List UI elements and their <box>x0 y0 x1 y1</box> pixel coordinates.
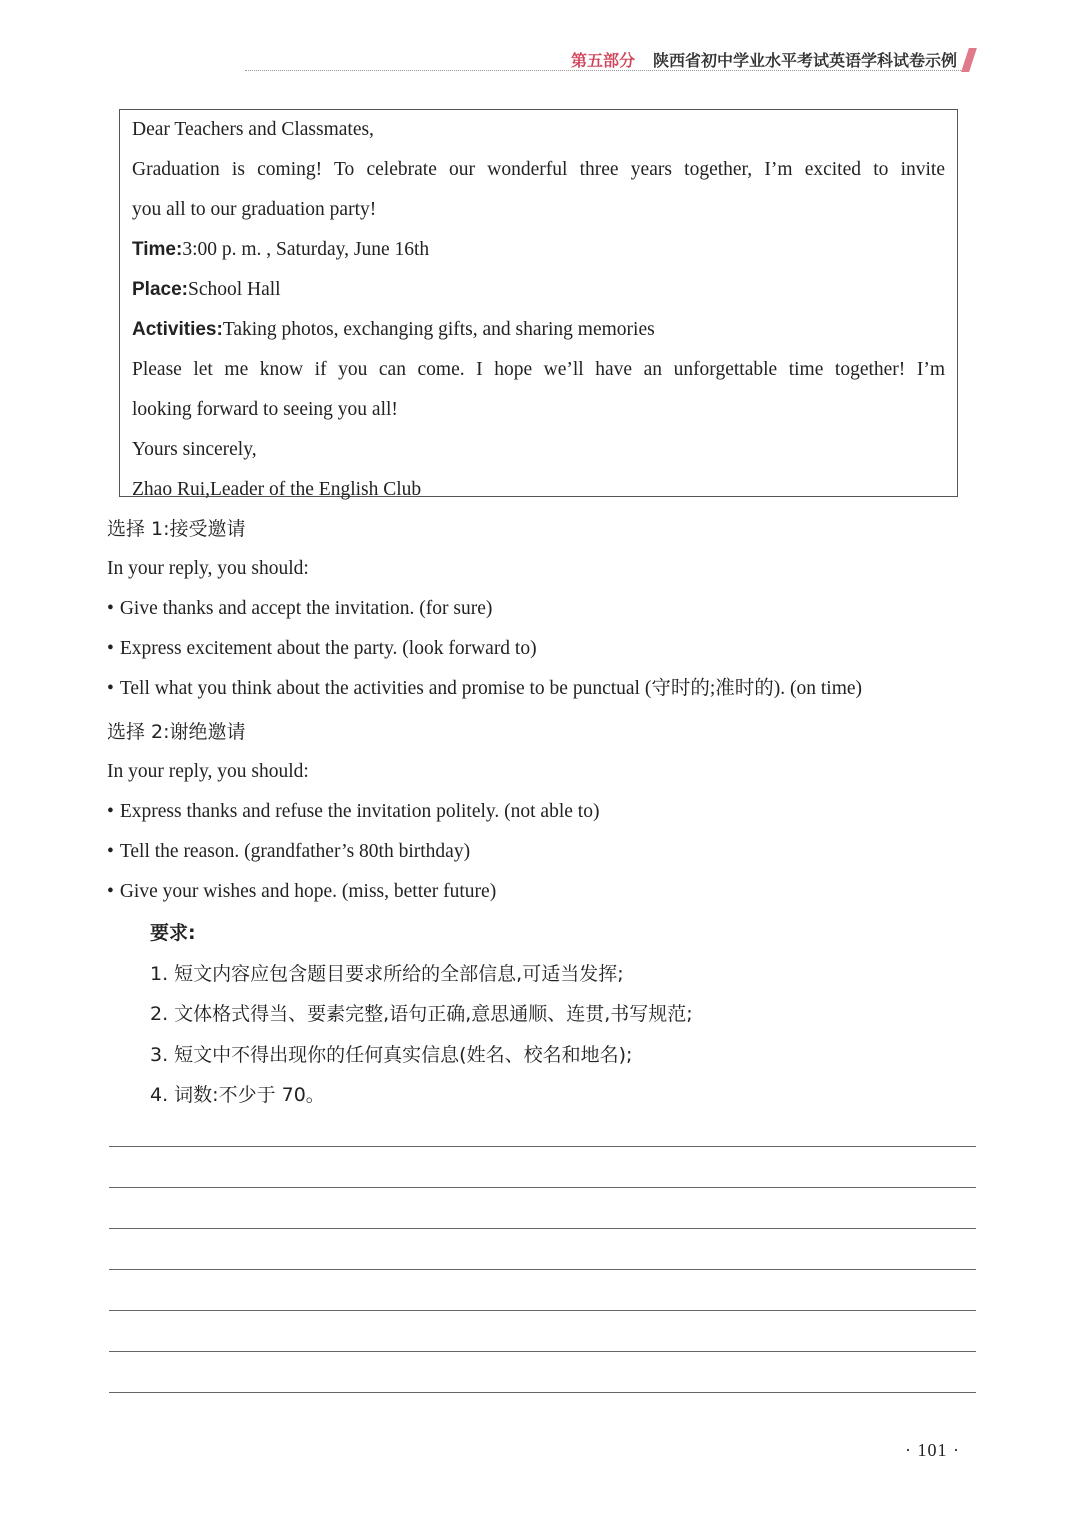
bullet-text: Express excitement about the party. (look forward to) <box>119 638 537 659</box>
requirement-item: 3. 短文中不得出现你的任何真实信息(姓名、校名和地名); <box>150 1043 633 1066</box>
list-item <box>107 629 987 669</box>
header-text <box>571 48 957 71</box>
place-value: School Hall <box>187 279 281 300</box>
letter-paragraph-2-line-1: Please let me know if you can come. I hope we’ll have an unforgettable time together! I’m <box>132 359 945 380</box>
place-label: Place: <box>132 279 188 300</box>
header-accent-mark <box>961 48 977 72</box>
bullet-text: Tell the reason. (grandfather’s 80th birthday) <box>119 841 471 862</box>
bullet-text: Give thanks and accept the invitation. (for sure) <box>119 598 493 619</box>
bullet-icon: • <box>107 841 114 862</box>
choice-1-title: 选择 1:接受邀请 <box>107 518 246 540</box>
requirement-item: 2. 文体格式得当、要素完整,语句正确,意思通顺、连贯,书写规范; <box>150 1003 693 1025</box>
requirements-title: 要求: <box>150 922 196 944</box>
bullet-icon: • <box>107 881 114 902</box>
header-part: 第五部分 <box>570 51 635 70</box>
answer-line[interactable] <box>109 1351 976 1392</box>
answer-line[interactable] <box>109 1228 976 1269</box>
letter-closing: Yours sincerely, <box>132 439 257 460</box>
letter-activities <box>132 310 945 350</box>
bullet-icon: • <box>107 638 114 659</box>
bullet-icon: • <box>107 801 114 822</box>
list-item <box>107 872 987 912</box>
time-label: Time: <box>132 239 183 260</box>
choice-2-section <box>107 712 987 912</box>
page-number: · 101 · <box>905 1440 960 1460</box>
choice-2-title: 选择 2:谢绝邀请 <box>107 721 246 743</box>
answer-line[interactable] <box>109 1310 976 1351</box>
choice-1-section <box>107 509 987 709</box>
bullet-icon: • <box>107 678 114 699</box>
answer-line[interactable] <box>109 1392 976 1433</box>
header-title: 陕西省初中学业水平考试英语学科试卷示例 <box>652 51 957 70</box>
page-header <box>245 46 975 76</box>
letter-place <box>132 270 945 310</box>
activities-label: Activities: <box>132 319 223 340</box>
requirement-item: 1. 短文内容应包含题目要求所给的全部信息,可适当发挥; <box>150 962 624 985</box>
bullet-text: Give your wishes and hope. (miss, better future) <box>119 881 497 902</box>
activities-value: Taking photos, exchanging gifts, and sharing memories <box>222 319 655 340</box>
bullet-text: Tell what you think about the activities and promise to be punctual (守时的;准时的). (on time) <box>119 678 863 699</box>
letter-greeting: Dear Teachers and Classmates, <box>132 119 374 140</box>
choice-1-intro: In your reply, you should: <box>107 558 309 579</box>
answer-line[interactable] <box>109 1187 976 1228</box>
letter-signature: Zhao Rui,Leader of the English Club <box>132 479 422 500</box>
list-item <box>107 669 987 709</box>
requirement-item: 4. 词数:不少于 70。 <box>150 1084 325 1106</box>
bullet-text: Express thanks and refuse the invitation politely. (not able to) <box>119 801 600 822</box>
answer-line[interactable] <box>109 1146 976 1187</box>
answer-writing-area[interactable] <box>109 1146 976 1433</box>
letter-paragraph-1-line-1: Graduation is coming! To celebrate our wonderful three years together, I’m excited to invite <box>132 159 945 180</box>
list-item <box>107 792 987 832</box>
bullet-icon: • <box>107 598 114 619</box>
choice-2-intro: In your reply, you should: <box>107 761 309 782</box>
letter-paragraph-2-line-2: looking forward to seeing you all! <box>132 399 398 420</box>
invitation-letter-box <box>119 109 958 500</box>
requirements-section <box>150 913 950 1116</box>
letter-time <box>132 230 945 270</box>
letter-paragraph-1-line-2: you all to our graduation party! <box>132 199 377 220</box>
answer-line[interactable] <box>109 1269 976 1310</box>
list-item <box>107 589 987 629</box>
time-value: 3:00 p. m. , Saturday, June 16th <box>182 239 430 260</box>
list-item <box>107 832 987 872</box>
